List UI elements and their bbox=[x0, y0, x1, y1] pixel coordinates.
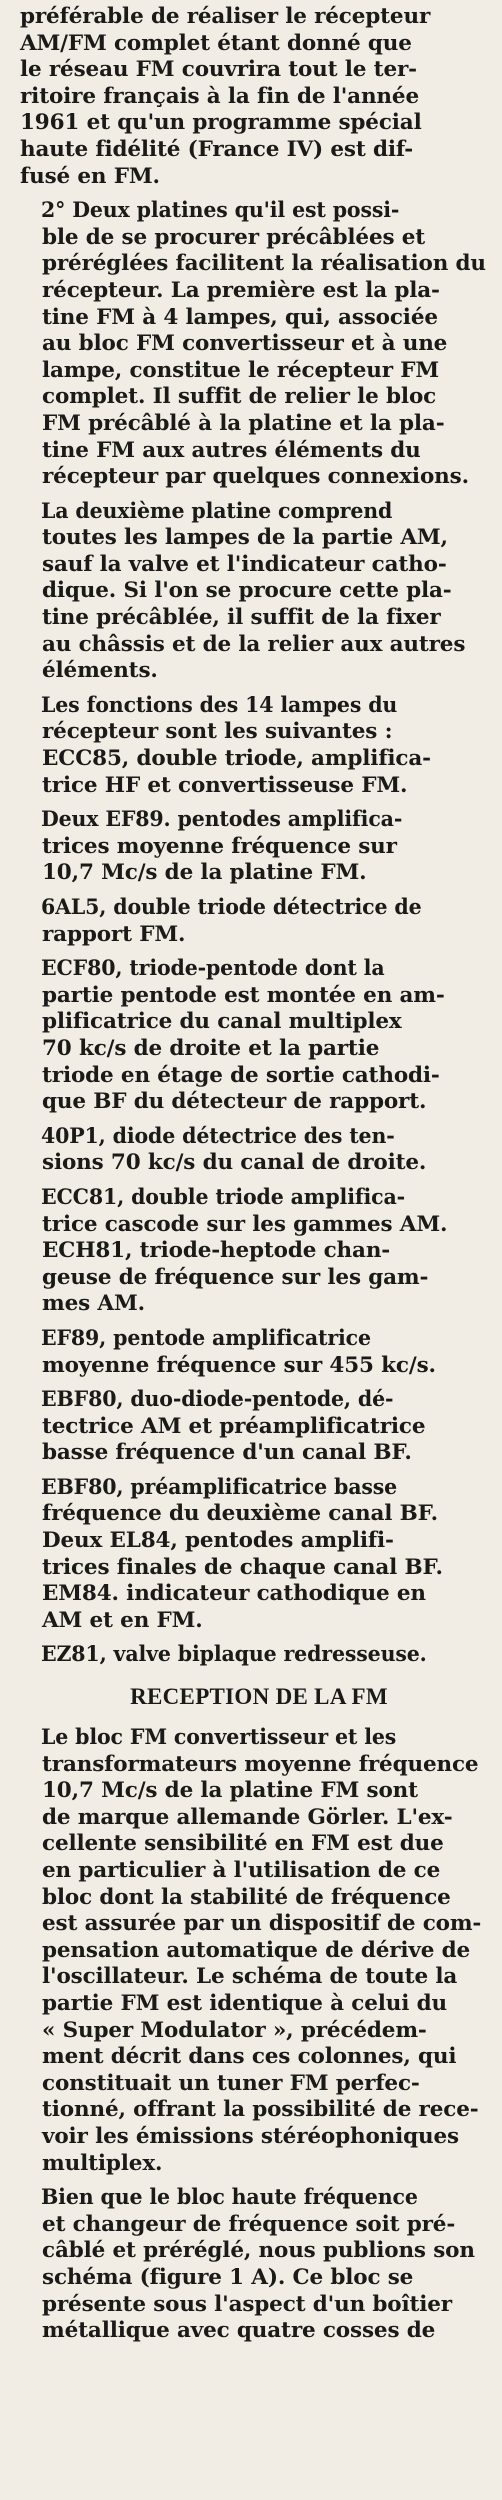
text-line: multiplex. bbox=[42, 2150, 163, 2176]
text-line: constituait un tuner FM perfec- bbox=[42, 2070, 420, 2096]
section-heading: RECEPTION DE LA FM bbox=[130, 1684, 388, 1710]
text-line: tionné, offrant la possibilité de rece- bbox=[42, 2097, 479, 2123]
text-line: Bien que le bloc haute fréquence bbox=[40, 2185, 418, 2211]
text-line: tectrice AM et préamplificatrice bbox=[42, 1413, 426, 1439]
text-line: 40P1, diode détectrice des ten- bbox=[40, 1123, 395, 1149]
text-line: 6AL5, double triode détectrice de bbox=[40, 895, 422, 920]
text-line: triode en étage de sortie cathodi- bbox=[42, 1062, 440, 1088]
text-line: rapport FM. bbox=[42, 921, 186, 947]
text-line: l'oscillateur. Le schéma de toute la bbox=[42, 1964, 458, 1990]
text-line: tine FM aux autres éléments du bbox=[42, 437, 421, 463]
text-line: Deux EL84, pentodes amplifi- bbox=[42, 1528, 394, 1554]
text-line: AM/FM complet étant donné que bbox=[20, 30, 412, 56]
text-line: EBF80, préamplificatrice basse bbox=[40, 1474, 398, 1500]
text-line: ble de se procurer précâblées et bbox=[42, 224, 426, 250]
text-line: mes AM. bbox=[42, 1291, 145, 1317]
text-line: EZ81, valve biplaque redresseuse. bbox=[40, 1642, 427, 1668]
text-line: et changeur de fréquence soit pré- bbox=[42, 2211, 456, 2237]
text-line: fusé en FM. bbox=[20, 163, 160, 189]
text-line: fréquence du deuxième canal BF. bbox=[42, 1501, 438, 1527]
text-line: moyenne fréquence sur 455 kc/s. bbox=[42, 1352, 436, 1378]
text-line: que BF du détecteur de rapport. bbox=[42, 1089, 427, 1115]
text-line: EBF80, duo-diode-pentode, dé- bbox=[40, 1387, 394, 1413]
text-line: éléments. bbox=[42, 658, 158, 684]
text-line: toutes les lampes de la partie AM, bbox=[42, 525, 448, 551]
text-line: FM précâblé à la platine et la pla- bbox=[42, 410, 445, 436]
text-line: tine précâblée, il suffit de la fixer bbox=[42, 605, 441, 631]
text-line: schéma (figure 1 A). Ce bloc se bbox=[42, 2264, 414, 2290]
paragraph-p4 bbox=[20, 693, 498, 799]
text-line: EM84. indicateur cathodique en bbox=[42, 1581, 426, 1607]
paragraph-p8 bbox=[20, 1124, 498, 1177]
text-line: trices moyenne fréquence sur bbox=[42, 833, 397, 859]
text-line: ritoire français à la fin de l'année bbox=[20, 83, 419, 109]
paragraph-p5 bbox=[20, 807, 498, 887]
text-line: partie FM est identique à celui du bbox=[42, 1990, 447, 2016]
text-line: geuse de fréquence sur les gam- bbox=[42, 1264, 429, 1290]
text-line: métallique avec quatre cosses de bbox=[42, 2318, 436, 2344]
paragraph-p2 bbox=[20, 198, 498, 491]
text-line: Les fonctions des 14 lampes du bbox=[40, 692, 398, 718]
text-line: en particulier à l'utilisation de ce bbox=[42, 1858, 441, 1883]
text-line: ECC85, double triode, amplifica- bbox=[42, 746, 431, 772]
paragraph-p1 bbox=[20, 4, 498, 190]
text-line: Deux EF89. pentodes amplifica- bbox=[40, 807, 403, 833]
text-line: préréglées facilitent la réalisation du bbox=[42, 251, 486, 277]
text-line: présente sous l'aspect d'un boîtier bbox=[42, 2291, 452, 2317]
text-line: dique. Si l'on se procure cette pla- bbox=[42, 578, 452, 604]
text-line: récepteur. La première est la pla- bbox=[42, 277, 440, 303]
text-line: 70 kc/s de droite et la partie bbox=[42, 1035, 380, 1061]
text-line: récepteur par quelques connexions. bbox=[42, 464, 469, 490]
article-body-top bbox=[20, 4, 498, 1669]
text-line: ECC81, double triode amplifica- bbox=[40, 1184, 406, 1210]
text-line: basse fréquence d'un canal BF. bbox=[42, 1440, 412, 1466]
text-line: cellente sensibilité en FM est due bbox=[42, 1831, 444, 1857]
text-line: trice cascode sur les gammes AM. bbox=[42, 1211, 448, 1237]
text-line: EF89, pentode amplificatrice bbox=[40, 1325, 371, 1351]
text-line: trices finales de chaque canal BF. bbox=[42, 1554, 443, 1580]
text-line: 1961 et qu'un programme spécial bbox=[20, 110, 422, 136]
text-line: récepteur sont les suivantes : bbox=[42, 719, 393, 745]
text-line: voir les émissions stéréophoniques bbox=[42, 2123, 459, 2149]
text-line: pensation automatique de dérive de bbox=[42, 1937, 471, 1963]
paragraph-p6 bbox=[20, 895, 498, 948]
text-line: au bloc FM convertisseur et à une bbox=[42, 331, 448, 357]
paragraph-p11 bbox=[20, 1387, 498, 1467]
text-line: haute fidélité (France IV) est dif- bbox=[20, 136, 414, 162]
text-line: préférable de réaliser le récepteur bbox=[20, 4, 431, 29]
text-line: 10,7 Mc/s de la platine FM. bbox=[42, 860, 367, 886]
text-line: transformateurs moyenne fréquence bbox=[42, 1751, 479, 1777]
text-line: trice HF et convertisseuse FM. bbox=[42, 772, 408, 798]
paragraph-p3 bbox=[20, 499, 498, 685]
text-line: sions 70 kc/s du canal de droite. bbox=[42, 1150, 427, 1176]
text-line: partie pentode est montée en am- bbox=[42, 982, 445, 1008]
article-body-bottom bbox=[20, 1725, 498, 2345]
paragraph-p10 bbox=[20, 1326, 498, 1379]
text-line: le réseau FM couvrira tout le ter- bbox=[20, 57, 417, 83]
paragraph-p7 bbox=[20, 956, 498, 1116]
text-line: Le bloc FM convertisseur et les bbox=[40, 1725, 397, 1751]
text-line: est assurée par un dispositif de com- bbox=[42, 1911, 482, 1937]
text-line: 10,7 Mc/s de la platine FM sont bbox=[42, 1778, 418, 1804]
text-line: ECH81, triode-heptode chan- bbox=[42, 1238, 391, 1264]
text-line: 2° Deux platines qu'il est possi- bbox=[40, 198, 400, 224]
text-line: de marque allemande Görler. L'ex- bbox=[42, 1804, 453, 1830]
text-line: bloc dont la stabilité de fréquence bbox=[42, 1884, 451, 1910]
text-line: ment décrit dans ces colonnes, qui bbox=[42, 2044, 457, 2070]
text-line: La deuxième platine comprend bbox=[40, 498, 393, 524]
paragraph-p9 bbox=[20, 1185, 498, 1318]
paragraph-p15 bbox=[20, 2185, 498, 2345]
text-line: « Super Modulator », précédem- bbox=[42, 2017, 427, 2043]
paragraph-p12 bbox=[20, 1475, 498, 1635]
text-line: AM et en FM. bbox=[42, 1607, 203, 1633]
text-line: câblé et préréglé, nous publions son bbox=[42, 2238, 475, 2264]
text-line: complet. Il suffit de relier le bloc bbox=[42, 384, 437, 410]
text-line: plificatrice du canal multiplex bbox=[42, 1009, 402, 1035]
text-line: tine FM à 4 lampes, qui, associée bbox=[42, 304, 438, 330]
text-line: au châssis et de la relier aux autres bbox=[42, 631, 466, 657]
text-line: ECF80, triode-pentode dont la bbox=[40, 956, 385, 982]
text-line: lampe, constitue le récepteur FM bbox=[42, 357, 439, 383]
paragraph-p13 bbox=[20, 1642, 498, 1669]
text-line: sauf la valve et l'indicateur catho- bbox=[42, 551, 447, 577]
paragraph-p14 bbox=[20, 1725, 498, 2177]
